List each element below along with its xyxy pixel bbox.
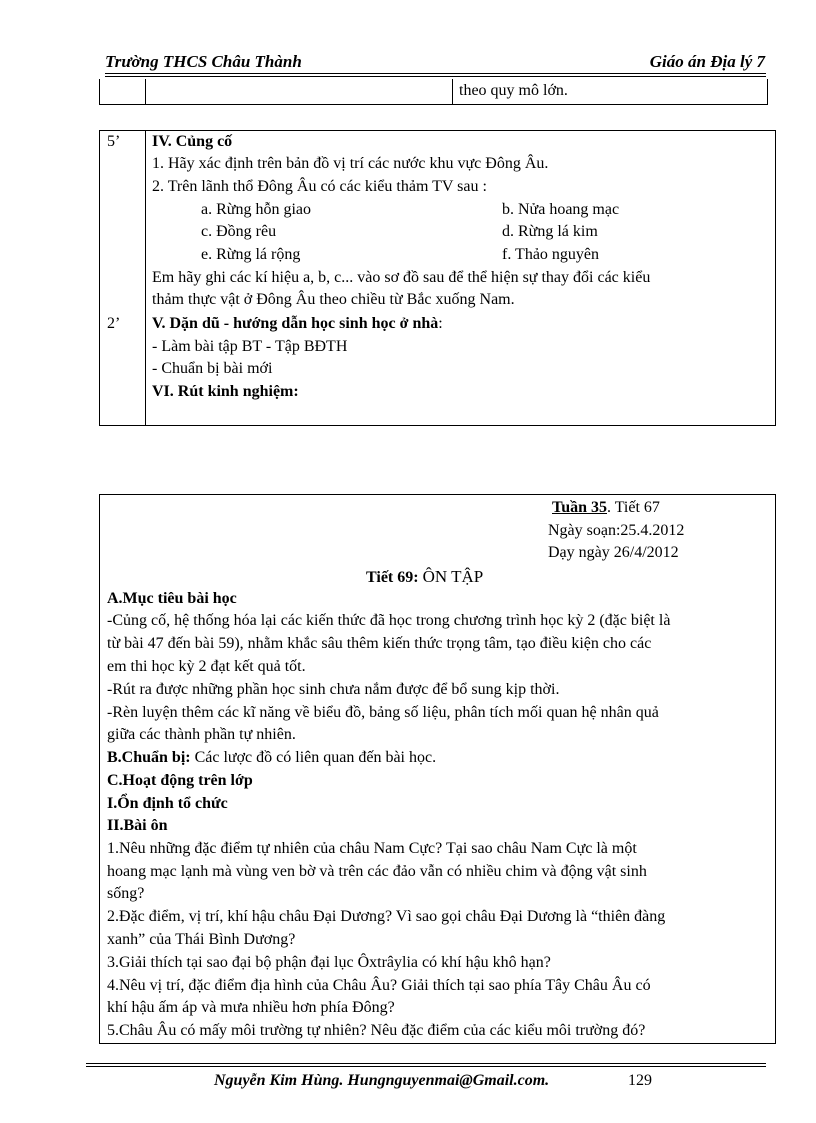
question-5: 5.Châu Âu có mấy môi trường tự nhiên? Nêu đặc điểm của các kiểu môi trường đó? (107, 1022, 646, 1039)
question-1-line-1: 1.Nêu những đặc điểm tự nhiên của châu Nam Cực? Tại sao châu Nam Cực là một (107, 840, 637, 857)
time-mark: 2’ (107, 315, 121, 332)
lesson-number: Tiết 69: (366, 569, 423, 586)
question-2-line-2: xanh” của Thái Bình Dương? (107, 931, 296, 948)
review-question-1: 1. Hãy xác định trên bản đồ vị trí các nước khu vực Đông Âu. (152, 155, 549, 172)
option-e: e. Rừng lá rộng (201, 246, 301, 263)
section-c-title: C.Hoạt động trên lớp (107, 772, 253, 789)
footer-rule-double (86, 1066, 766, 1067)
continued-table-row (99, 79, 768, 105)
review-question-2: 2. Trên lãnh thổ Đông Âu có các kiểu thảm TV sau : (152, 178, 487, 195)
section-b-text: Các lược đồ có liên quan đến bài học. (190, 749, 437, 766)
homework-title: V. Dặn dũ - hướng dẫn học sinh học ở nhà (152, 315, 439, 332)
week-label: Tuần 35 (552, 499, 607, 516)
section-title-consolidation: IV. Củng cố (152, 133, 233, 150)
objective-1-line-2: từ bài 47 đến bài 59), nhằm khắc sâu thêm kiến thức trọng tâm, tạo điều kiện cho các (107, 635, 652, 652)
teach-date: Dạy ngày 26/4/2012 (548, 544, 679, 561)
column-divider (452, 79, 453, 104)
instruction-line-1: Em hãy ghi các kí hiệu a, b, c... vào sơ đồ sau để thể hiện sự thay đổi các kiểu (152, 269, 651, 286)
page-number: 129 (628, 1072, 652, 1089)
section-b (107, 749, 436, 767)
section-a-title: A.Mục tiêu bài học (107, 590, 237, 607)
homework-item-1: - Làm bài tập BT - Tập BĐTH (152, 338, 348, 355)
homework-item-2: - Chuẩn bị bài mới (152, 360, 273, 377)
section-b-title: B.Chuẩn bị: (107, 749, 191, 766)
instruction-line-2: thảm thực vật ở Đông Âu theo chiều từ Bắc xuống Nam. (152, 291, 515, 308)
step-2-title: II.Bài ôn (107, 817, 168, 834)
objective-3-line-2: giữa các thành phần tự nhiên. (107, 726, 296, 743)
time-mark: 5’ (107, 133, 121, 150)
option-b: b. Nửa hoang mạc (502, 201, 620, 218)
continued-text: theo quy mô lớn. (459, 82, 568, 99)
footer-rule (86, 1063, 766, 1064)
option-f: f. Thảo nguyên (502, 246, 600, 263)
section-title-homework (152, 315, 443, 333)
column-divider (145, 79, 146, 104)
section-title-experience: VI. Rút kinh nghiệm: (152, 383, 299, 400)
week-period (552, 499, 660, 517)
objective-1-line-3: em thi học kỳ 2 đạt kết quả tốt. (107, 658, 306, 675)
question-3: 3.Giải thích tại sao đại bộ phận đại lục Ôxtrâylia có khí hậu khô hạn? (107, 954, 551, 971)
school-name: Trường THCS Châu Thành (105, 52, 302, 71)
question-1-line-2: hoang mạc lạnh mà vùng ven bờ và trên các đảo vẫn có nhiều chim và động vật sinh (107, 863, 647, 880)
lesson-title (366, 567, 483, 587)
author-contact: Nguyễn Kim Hùng. Hungnguyenmai@Gmail.com. (214, 1072, 550, 1089)
lesson-name: ÔN TẬP (422, 567, 484, 586)
time-column-divider (145, 131, 146, 425)
page-header (105, 52, 765, 74)
period-label: . Tiết 67 (607, 499, 660, 516)
document-title: Giáo án Địa lý 7 (649, 52, 765, 71)
question-4-line-2: khí hậu ấm áp và mưa nhiều hơn phía Đông? (107, 999, 395, 1016)
question-4-line-1: 4.Nêu vị trí, đặc điểm địa hình của Châu Âu? Giải thích tại sao phía Tây Châu Âu có (107, 977, 651, 994)
lesson-plan-box (99, 494, 776, 1044)
objective-1-line-1: -Củng cố, hệ thống hóa lại các kiến thức đã học trong chương trình học kỳ 2 (đặc biệt là (107, 612, 671, 629)
prep-date: Ngày soạn:25.4.2012 (548, 522, 685, 539)
header-rule-double (105, 76, 766, 77)
option-a: a. Rừng hỗn giao (201, 201, 311, 218)
objective-2: -Rút ra được những phần học sinh chưa nắm được để bổ sung kịp thời. (107, 681, 560, 698)
option-d: d. Rừng lá kim (502, 223, 598, 240)
question-1-line-3: sống? (107, 885, 145, 902)
homework-colon: : (438, 315, 443, 332)
consolidation-table (99, 130, 776, 426)
step-1-title: I.Ổn định tổ chức (107, 795, 228, 812)
objective-3-line-1: -Rèn luyện thêm các kĩ năng về biểu đồ, bảng số liệu, phân tích mối quan hệ nhân quả (107, 704, 659, 721)
header-rule (105, 73, 766, 74)
question-2-line-1: 2.Đặc điểm, vị trí, khí hậu châu Đại Dương? Vì sao gọi châu Đại Dương là “thiên đàng (107, 908, 666, 925)
page-footer (214, 1072, 652, 1090)
option-c: c. Đồng rêu (201, 223, 277, 240)
